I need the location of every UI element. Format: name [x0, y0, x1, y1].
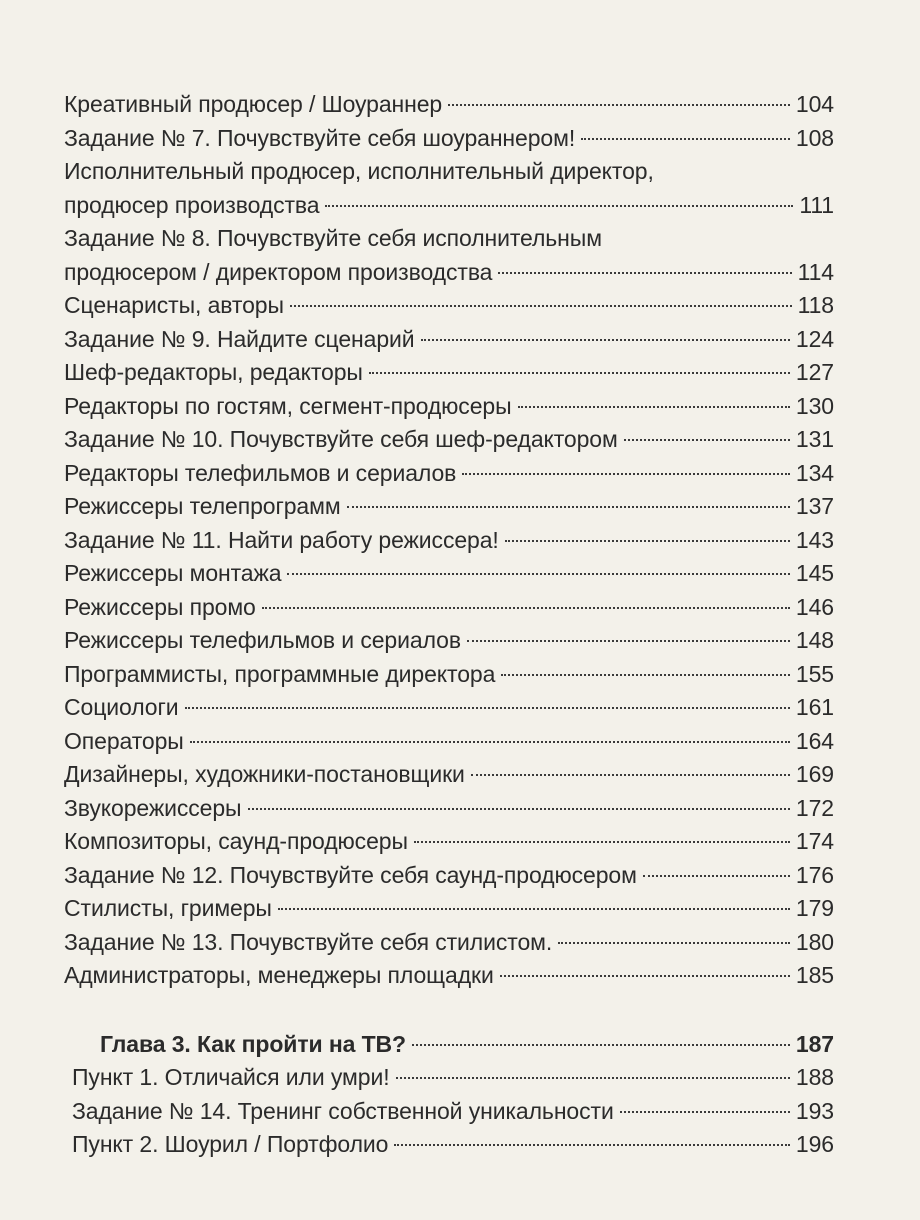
toc-entry-title: Задание № 14. Тренинг собственной уникальности — [72, 1097, 614, 1124]
toc-entry-page: 169 — [795, 761, 834, 787]
dot-leader — [190, 741, 790, 743]
toc-entry — [64, 1061, 834, 1095]
toc-entry — [64, 892, 834, 926]
dot-leader — [248, 808, 790, 810]
toc-entry-title: Креативный продюсер / Шоураннер — [64, 91, 443, 117]
toc-entry — [64, 490, 834, 524]
toc-entry-page: 118 — [797, 292, 834, 318]
table-of-contents — [64, 88, 834, 1162]
toc-entry — [64, 758, 834, 792]
toc-entry-page: 161 — [795, 694, 834, 720]
toc-entry-title: Стилисты, гримеры — [64, 895, 272, 921]
toc-entry — [64, 926, 834, 960]
toc-entry — [64, 658, 834, 692]
toc-entry-title-line: Задание № 8. Почувствуйте себя исполнительным — [64, 225, 602, 251]
dot-leader — [498, 272, 791, 274]
toc-entry-page: 111 — [799, 191, 834, 218]
toc-entry-title: Задание № 12. Почувствуйте себя саунд-продюсером — [64, 861, 637, 888]
toc-entry — [64, 423, 834, 457]
toc-entry-page: 185 — [795, 962, 834, 988]
dot-leader — [471, 774, 790, 776]
toc-entry-page: 193 — [795, 1097, 834, 1124]
dot-leader — [448, 104, 790, 106]
toc-entry-page: 124 — [795, 325, 834, 352]
toc-entry — [64, 1128, 834, 1162]
toc-entry — [64, 959, 834, 993]
toc-entry-page: 145 — [795, 560, 834, 586]
toc-entry-page: 174 — [795, 828, 834, 854]
toc-entry-page: 114 — [797, 258, 834, 285]
dot-leader — [396, 1077, 790, 1079]
toc-entry-title: Режиссеры монтажа — [64, 560, 282, 586]
dot-leader — [290, 305, 792, 307]
toc-entry-title: Редакторы по гостям, сегмент-продюсеры — [64, 392, 512, 419]
toc-entry-title: Редакторы телефильмов и сериалов — [64, 459, 457, 486]
toc-entry — [64, 557, 834, 591]
dot-leader — [558, 942, 790, 944]
toc-entry-page: 134 — [795, 459, 834, 486]
toc-entry-title: Задание № 9. Найдите сценарий — [64, 325, 415, 352]
toc-entry-title: Звукорежиссеры — [64, 794, 242, 821]
dot-leader — [467, 640, 790, 642]
dot-leader — [262, 607, 790, 609]
toc-entry — [64, 691, 834, 725]
toc-entry — [64, 356, 834, 390]
dot-leader — [620, 1111, 790, 1113]
toc-entry-page: 127 — [795, 359, 834, 385]
toc-entry — [64, 624, 834, 658]
dot-leader — [501, 674, 790, 676]
toc-entry-page: 146 — [795, 593, 834, 620]
toc-entry-title: Задание № 13. Почувствуйте себя стилистом. — [64, 928, 553, 955]
dot-leader — [518, 406, 790, 408]
dot-leader — [287, 573, 789, 575]
toc-entry-title: продюсер производства — [64, 191, 320, 218]
toc-entry — [64, 524, 834, 558]
toc-entry-title: Режиссеры промо — [64, 593, 256, 620]
toc-entry — [64, 1095, 834, 1129]
toc-entry — [64, 390, 834, 424]
toc-entry-title: Пункт 1. Отличайся или умри! — [72, 1064, 390, 1090]
dot-leader — [412, 1044, 790, 1046]
toc-chapter-page: 187 — [795, 1030, 834, 1057]
dot-leader — [325, 205, 793, 207]
toc-entry — [64, 122, 834, 156]
toc-entry-page: 108 — [795, 124, 834, 151]
toc-entry-title: Администраторы, менеджеры площадки — [64, 962, 494, 988]
toc-entry-page: 148 — [795, 627, 834, 653]
toc-entry-page: 131 — [795, 426, 834, 452]
toc-entry-title: Шеф-редакторы, редакторы — [64, 359, 363, 385]
toc-entry-page: 130 — [795, 392, 834, 419]
toc-entry — [64, 289, 834, 323]
toc-entry — [64, 256, 834, 290]
dot-leader — [505, 540, 790, 542]
toc-entry-title: Задание № 11. Найти работу режиссера! — [64, 526, 499, 553]
toc-entry-page: 104 — [795, 91, 834, 117]
toc-entry — [64, 825, 834, 859]
toc-chapter — [64, 1028, 834, 1062]
toc-entry-title: Социологи — [64, 694, 179, 720]
toc-entry-title: Пункт 2. Шоурил / Портфолио — [72, 1131, 389, 1157]
toc-entry-title: Программисты, программные директора — [64, 660, 496, 687]
toc-entry-title: Сценаристы, авторы — [64, 292, 284, 318]
dot-leader — [414, 841, 790, 843]
toc-entry — [64, 792, 834, 826]
dot-leader — [394, 1144, 790, 1146]
dot-leader — [643, 875, 790, 877]
toc-entry-title: Задание № 7. Почувствуйте себя шоураннером! — [64, 124, 576, 151]
dot-leader — [462, 473, 790, 475]
dot-leader — [369, 372, 790, 374]
toc-entry-title: Операторы — [64, 727, 184, 754]
toc-entry-page: 155 — [795, 660, 834, 687]
toc-entry — [64, 323, 834, 357]
toc-entry — [64, 859, 834, 893]
toc-entry-title: Режиссеры телефильмов и сериалов — [64, 627, 461, 653]
toc-entry-title: Задание № 10. Почувствуйте себя шеф-редактором — [64, 426, 618, 452]
dot-leader — [347, 506, 790, 508]
toc-entry-page: 143 — [795, 526, 834, 553]
toc-entry-page: 179 — [795, 895, 834, 921]
toc-entry-page: 172 — [795, 794, 834, 821]
dot-leader — [185, 707, 790, 709]
toc-entry-title-line: Исполнительный продюсер, исполнительный директор, — [64, 158, 654, 184]
toc-entry-page: 180 — [795, 928, 834, 955]
toc-entry-title: продюсером / директором производства — [64, 258, 493, 285]
toc-entry-title: Режиссеры телепрограмм — [64, 493, 341, 519]
toc-entry-page: 188 — [795, 1064, 834, 1090]
toc-entry — [64, 457, 834, 491]
toc-entry — [64, 591, 834, 625]
dot-leader — [581, 138, 790, 140]
toc-entry-page: 164 — [795, 727, 834, 754]
dot-leader — [624, 439, 790, 441]
toc-entry-page: 137 — [795, 493, 834, 519]
toc-entry-title: Композиторы, саунд-продюсеры — [64, 828, 408, 854]
toc-entry — [64, 189, 834, 223]
toc-entry — [64, 88, 834, 122]
dot-leader — [500, 975, 790, 977]
dot-leader — [278, 908, 790, 910]
toc-entry-page: 176 — [795, 861, 834, 888]
toc-entry — [64, 725, 834, 759]
toc-chapter-title: Глава 3. Как пройти на ТВ? — [100, 1030, 407, 1057]
toc-entry-page: 196 — [795, 1131, 834, 1157]
toc-entry-title: Дизайнеры, художники-постановщики — [64, 761, 465, 787]
dot-leader — [421, 339, 790, 341]
